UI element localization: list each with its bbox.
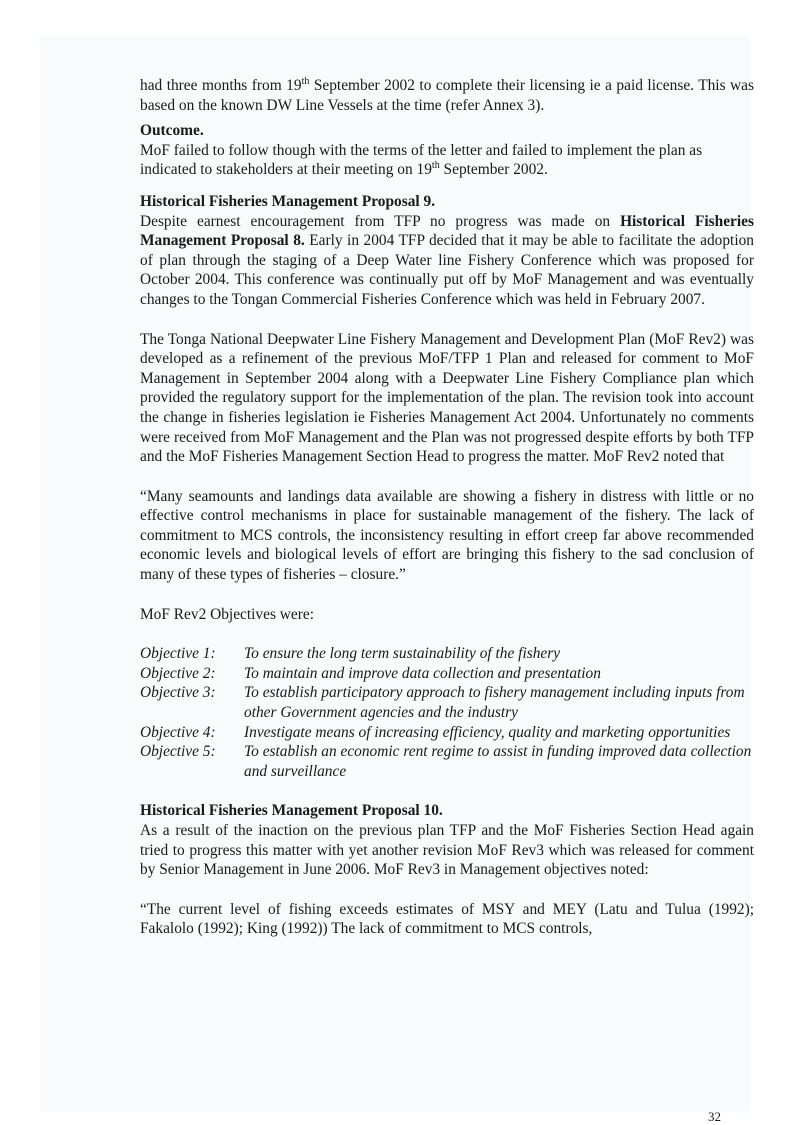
objective-row: [140, 683, 754, 722]
objective-row: [140, 644, 754, 664]
proposal9-paragraph-1: Despite earnest encouragement from TFP no progress was made on Historical Fisheries Management Proposal 8. Early in 2004 TFP decided that it may be able to facilitate the adoption of plan through the staging of a Deep Water line Fishery Conference which was proposed for October 2004. This conference was continually put off by MoF Management and was eventually changes to the Tongan Commercial Fisheries Conference which was held in February 2007.: [140, 212, 754, 308]
objective-text: Investigate means of increasing efficiency, quality and marketing opportunities: [244, 723, 731, 741]
objective-text: To establish an economic rent regime to assist in funding improved data collection and surveillance: [244, 743, 752, 780]
proposal9-heading: Historical Fisheries Management Proposal 9.: [140, 192, 436, 210]
proposal10-heading: Historical Fisheries Management Proposal 10.: [140, 802, 443, 820]
objective-text: To establish participatory approach to fishery management including inputs from other Government agencies and the industry: [244, 684, 745, 722]
outcome-paragraph: MoF failed to follow though with the terms of the letter and failed to implement the plan as indicated to stakeholders at their meeting on 19th September 2002.: [140, 141, 703, 179]
objective-label: Objective 5:: [140, 743, 216, 761]
page-number: 32: [708, 1109, 721, 1124]
objective-label: Objective 3:: [140, 684, 216, 702]
proposal10-quote: “The current level of fishing exceeds estimates of MSY and MEY (Latu and Tulua (1992); Fakalolo (1992); King (1992)) The lack of commitment to MCS controls,: [140, 900, 754, 938]
objective-label: Objective 4:: [140, 723, 216, 741]
objectives-intro: MoF Rev2 Objectives were:: [140, 605, 314, 623]
objective-row: [140, 723, 754, 743]
intro-paragraph: had three months from 19th September 2002 to complete their licensing ie a paid license. This was based on the known DW Line Vessels at the time (refer Annex 3).: [140, 75, 754, 114]
objective-row: [140, 664, 754, 684]
document-page: [40, 36, 754, 1124]
objective-text: To ensure the long term sustainability of the fishery: [244, 645, 561, 663]
outcome-heading: Outcome.: [140, 122, 204, 140]
proposal9-quote: “Many seamounts and landings data available are showing a fishery in distress with little or no effective control mechanisms in place for sustainable management of the fishery. The lack of commitment to MCS controls, the inconsistency resulting in effort creep far above recommended economic levels and biological levels of effort are bringing this fishery to the sad conclusion of many of these types of fisheries – closure.”: [140, 487, 754, 584]
objective-label: Objective 2:: [140, 664, 216, 682]
proposal10-paragraph: As a result of the inaction on the previous plan TFP and the MoF Fisheries Section Head again tried to progress this matter with yet another revision MoF Rev3 which was released for comment by Senior Management in June 2006. MoF Rev3 in Management objectives noted:: [140, 822, 754, 879]
page-content: [140, 76, 754, 939]
objective-row: [140, 742, 754, 781]
proposal9-paragraph-2: The Tonga National Deepwater Line Fishery Management and Development Plan (MoF Rev2) was developed as a refinement of the previous MoF/TFP 1 Plan and released for comment to MoF Management in September 2004 along with a Deepwater Line Fishery Compliance plan which provided the regulatory support for the implementation of the plan. The revision took into account the change in fisheries legislation ie Fisheries Management Act 2004. Unfortunately no comments were received from MoF Management and the Plan was not progressed despite efforts by both TFP and the MoF Fisheries Management Section Head to progress the matter. MoF Rev2 noted that: [140, 330, 754, 466]
objective-label: Objective 1:: [140, 645, 216, 663]
objective-text: To maintain and improve data collection and presentation: [244, 664, 601, 682]
objectives-list: [140, 644, 754, 781]
